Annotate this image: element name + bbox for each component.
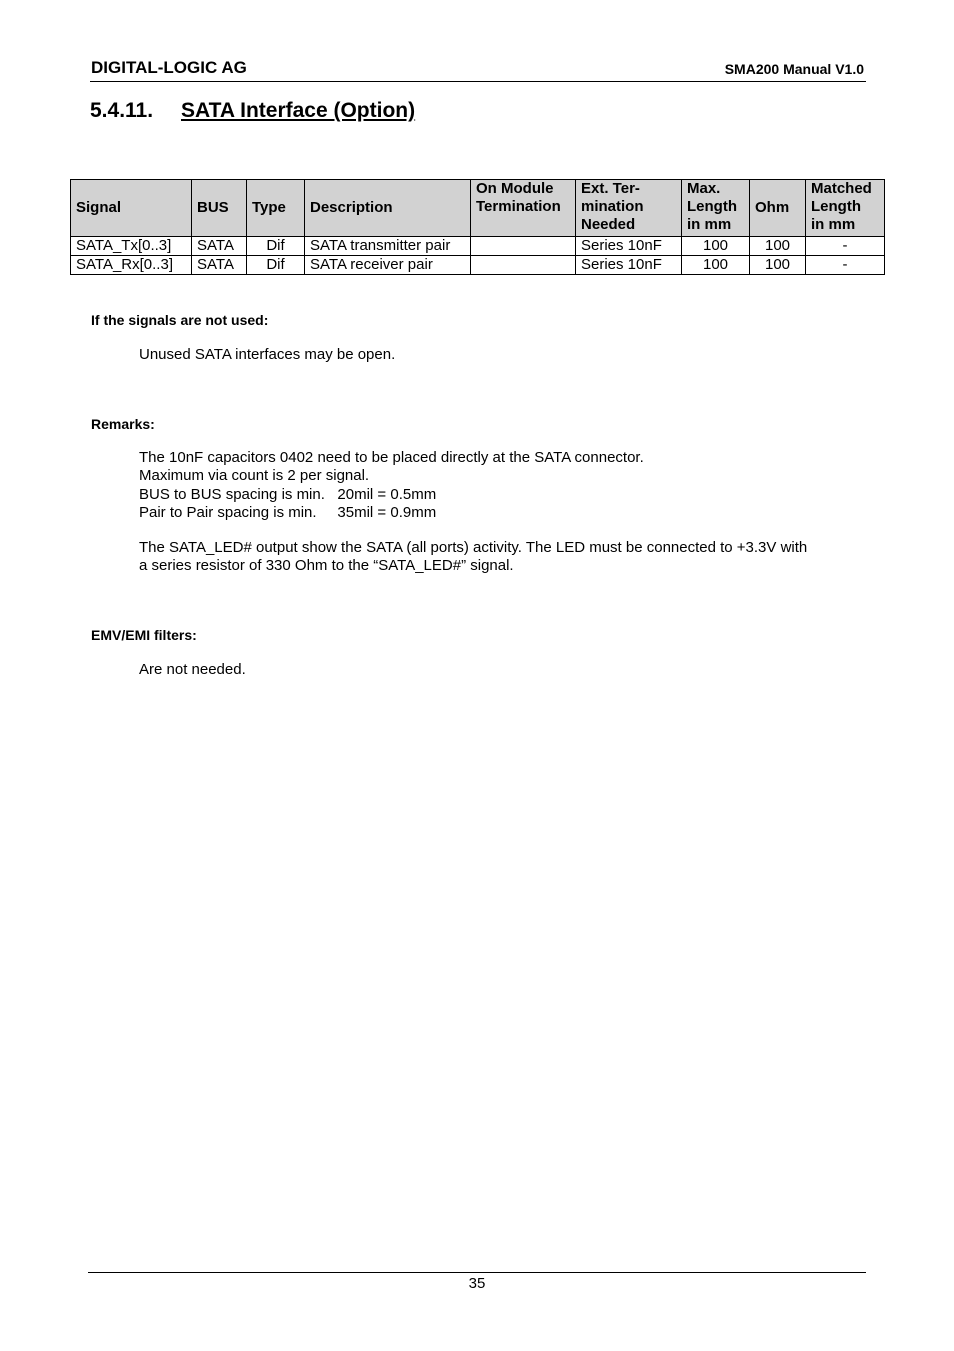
- cell-max-length: 100: [682, 256, 750, 275]
- header-matched-length: Matched Length in mm: [806, 180, 885, 237]
- footer-divider: [88, 1272, 866, 1273]
- remarks-heading: Remarks:: [91, 416, 155, 432]
- cell-ext-termination: Series 10nF: [576, 237, 682, 256]
- cell-ohm: 100: [750, 237, 806, 256]
- manual-title: SMA200 Manual V1.0: [724, 61, 864, 77]
- remark-line: The 10nF capacitors 0402 need to be placed directly at the SATA connector.: [139, 449, 644, 466]
- unused-heading: If the signals are not used:: [91, 312, 269, 328]
- unused-text: Unused SATA interfaces may be open.: [139, 346, 396, 363]
- cell-on-module-termination: [471, 237, 576, 256]
- cell-bus: SATA: [192, 237, 247, 256]
- remark-line: Pair to Pair spacing is min. 35mil = 0.9mm: [139, 503, 437, 521]
- led-remark-line: a series resistor of 330 Ohm to the “SATA_LED#” signal.: [139, 557, 514, 575]
- header-ext-termination: Ext. Ter- mination Needed: [576, 180, 682, 237]
- page-number: 35: [468, 1275, 486, 1292]
- section-number: 5.4.11.: [90, 99, 154, 122]
- cell-ohm: 100: [750, 256, 806, 275]
- header-max-length: Max. Length in mm: [682, 180, 750, 237]
- header-type: Type: [247, 180, 305, 237]
- remarks-list: [139, 449, 644, 522]
- emv-text: Are not needed.: [139, 661, 246, 678]
- section-heading: [90, 99, 415, 123]
- remark-line: Maximum via count is 2 per signal.: [139, 467, 370, 485]
- header-on-module-termination: On Module Termination: [471, 180, 576, 237]
- table-header-row: [71, 180, 885, 237]
- cell-on-module-termination: [471, 256, 576, 275]
- cell-max-length: 100: [682, 237, 750, 256]
- section-title: SATA Interface (Option): [181, 99, 416, 122]
- table-row: [71, 237, 885, 256]
- remark-line: BUS to BUS spacing is min. 20mil = 0.5mm: [139, 485, 437, 503]
- cell-ext-termination: Series 10nF: [576, 256, 682, 275]
- header-signal: Signal: [71, 180, 192, 237]
- page-header: [90, 56, 866, 82]
- table-row: [71, 256, 885, 275]
- header-description: Description: [305, 180, 471, 237]
- led-remark-line: The SATA_LED# output show the SATA (all ports) activity. The LED must be connected to +3.3V with: [139, 539, 808, 556]
- cell-type: Dif: [247, 256, 305, 275]
- cell-signal: SATA_Rx[0..3]: [71, 256, 192, 275]
- company-name: DIGITAL-LOGIC AG: [91, 58, 247, 77]
- header-ohm: Ohm: [750, 180, 806, 237]
- cell-description: SATA receiver pair: [305, 256, 471, 275]
- cell-description: SATA transmitter pair: [305, 237, 471, 256]
- cell-signal: SATA_Tx[0..3]: [71, 237, 192, 256]
- cell-matched-length: -: [806, 237, 885, 256]
- emv-heading: EMV/EMI filters:: [91, 627, 197, 643]
- cell-matched-length: -: [806, 256, 885, 275]
- signal-table: [70, 179, 885, 275]
- led-remark: [139, 539, 807, 576]
- header-bus: BUS: [192, 180, 247, 237]
- cell-bus: SATA: [192, 256, 247, 275]
- cell-type: Dif: [247, 237, 305, 256]
